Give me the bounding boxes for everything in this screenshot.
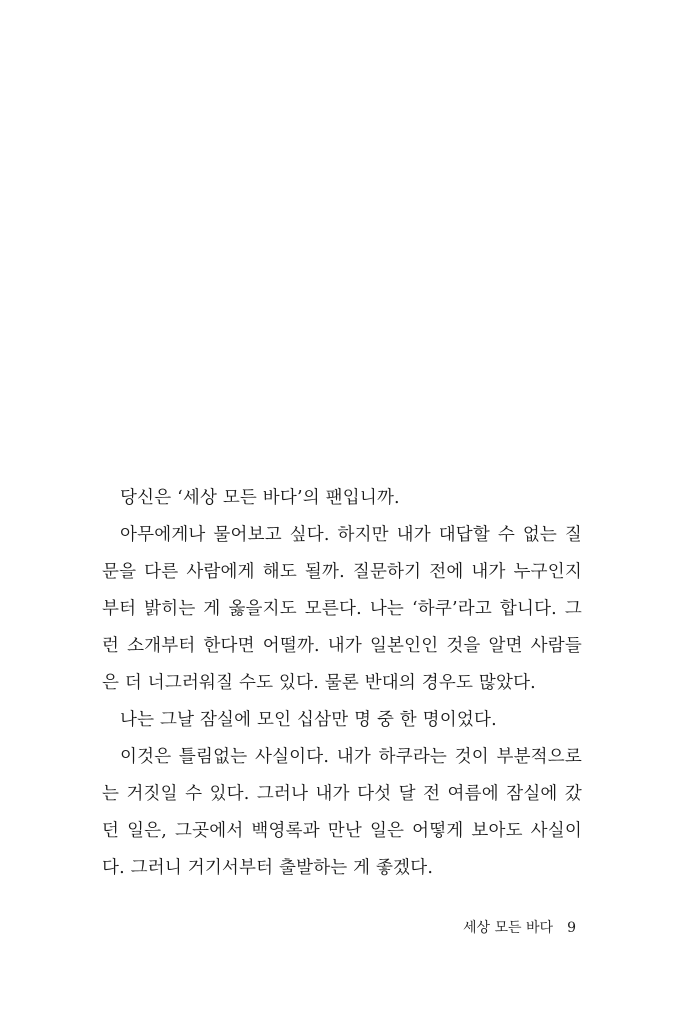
body-text — [102, 480, 582, 887]
paragraph-line: 는 거짓일 수 있다. 그러나 내가 다섯 달 전 여름에 잠실에 갔 — [102, 784, 582, 804]
page-number: 9 — [567, 920, 576, 936]
paragraph-line: 던 일은, 그곳에서 백영록과 만난 일은 어떻게 보아도 사실이 — [102, 821, 582, 841]
paragraph-line: 문을 다른 사람에게 해도 될까. 질문하기 전에 내가 누구인지 — [102, 562, 582, 582]
page-footer — [463, 918, 576, 938]
paragraph-line: 다. 그러니 거기서부터 출발하는 게 좋겠다. — [102, 858, 434, 878]
paragraph-line: 당신은 ‘세상 모든 바다’의 팬입니까. — [120, 488, 400, 508]
paragraph-line: 나는 그날 잠실에 모인 십삼만 명 중 한 명이었다. — [120, 710, 497, 730]
paragraph-line: 런 소개부터 한다면 어떨까. 내가 일본인인 것을 알면 사람들 — [102, 636, 582, 656]
paragraph-line: 이것은 틀림없는 사실이다. 내가 하쿠라는 것이 부분적으로 — [120, 747, 582, 767]
paragraph-line: 은 더 너그러워질 수도 있다. 물론 반대의 경우도 많았다. — [102, 673, 536, 693]
paragraph-line: 아무에게나 물어보고 싶다. 하지만 내가 대답할 수 없는 질 — [120, 525, 582, 545]
paragraph-line: 부터 밝히는 게 옳을지도 모른다. 나는 ‘하쿠’라고 합니다. 그 — [102, 599, 582, 619]
running-title: 세상 모든 바다 — [463, 920, 554, 936]
